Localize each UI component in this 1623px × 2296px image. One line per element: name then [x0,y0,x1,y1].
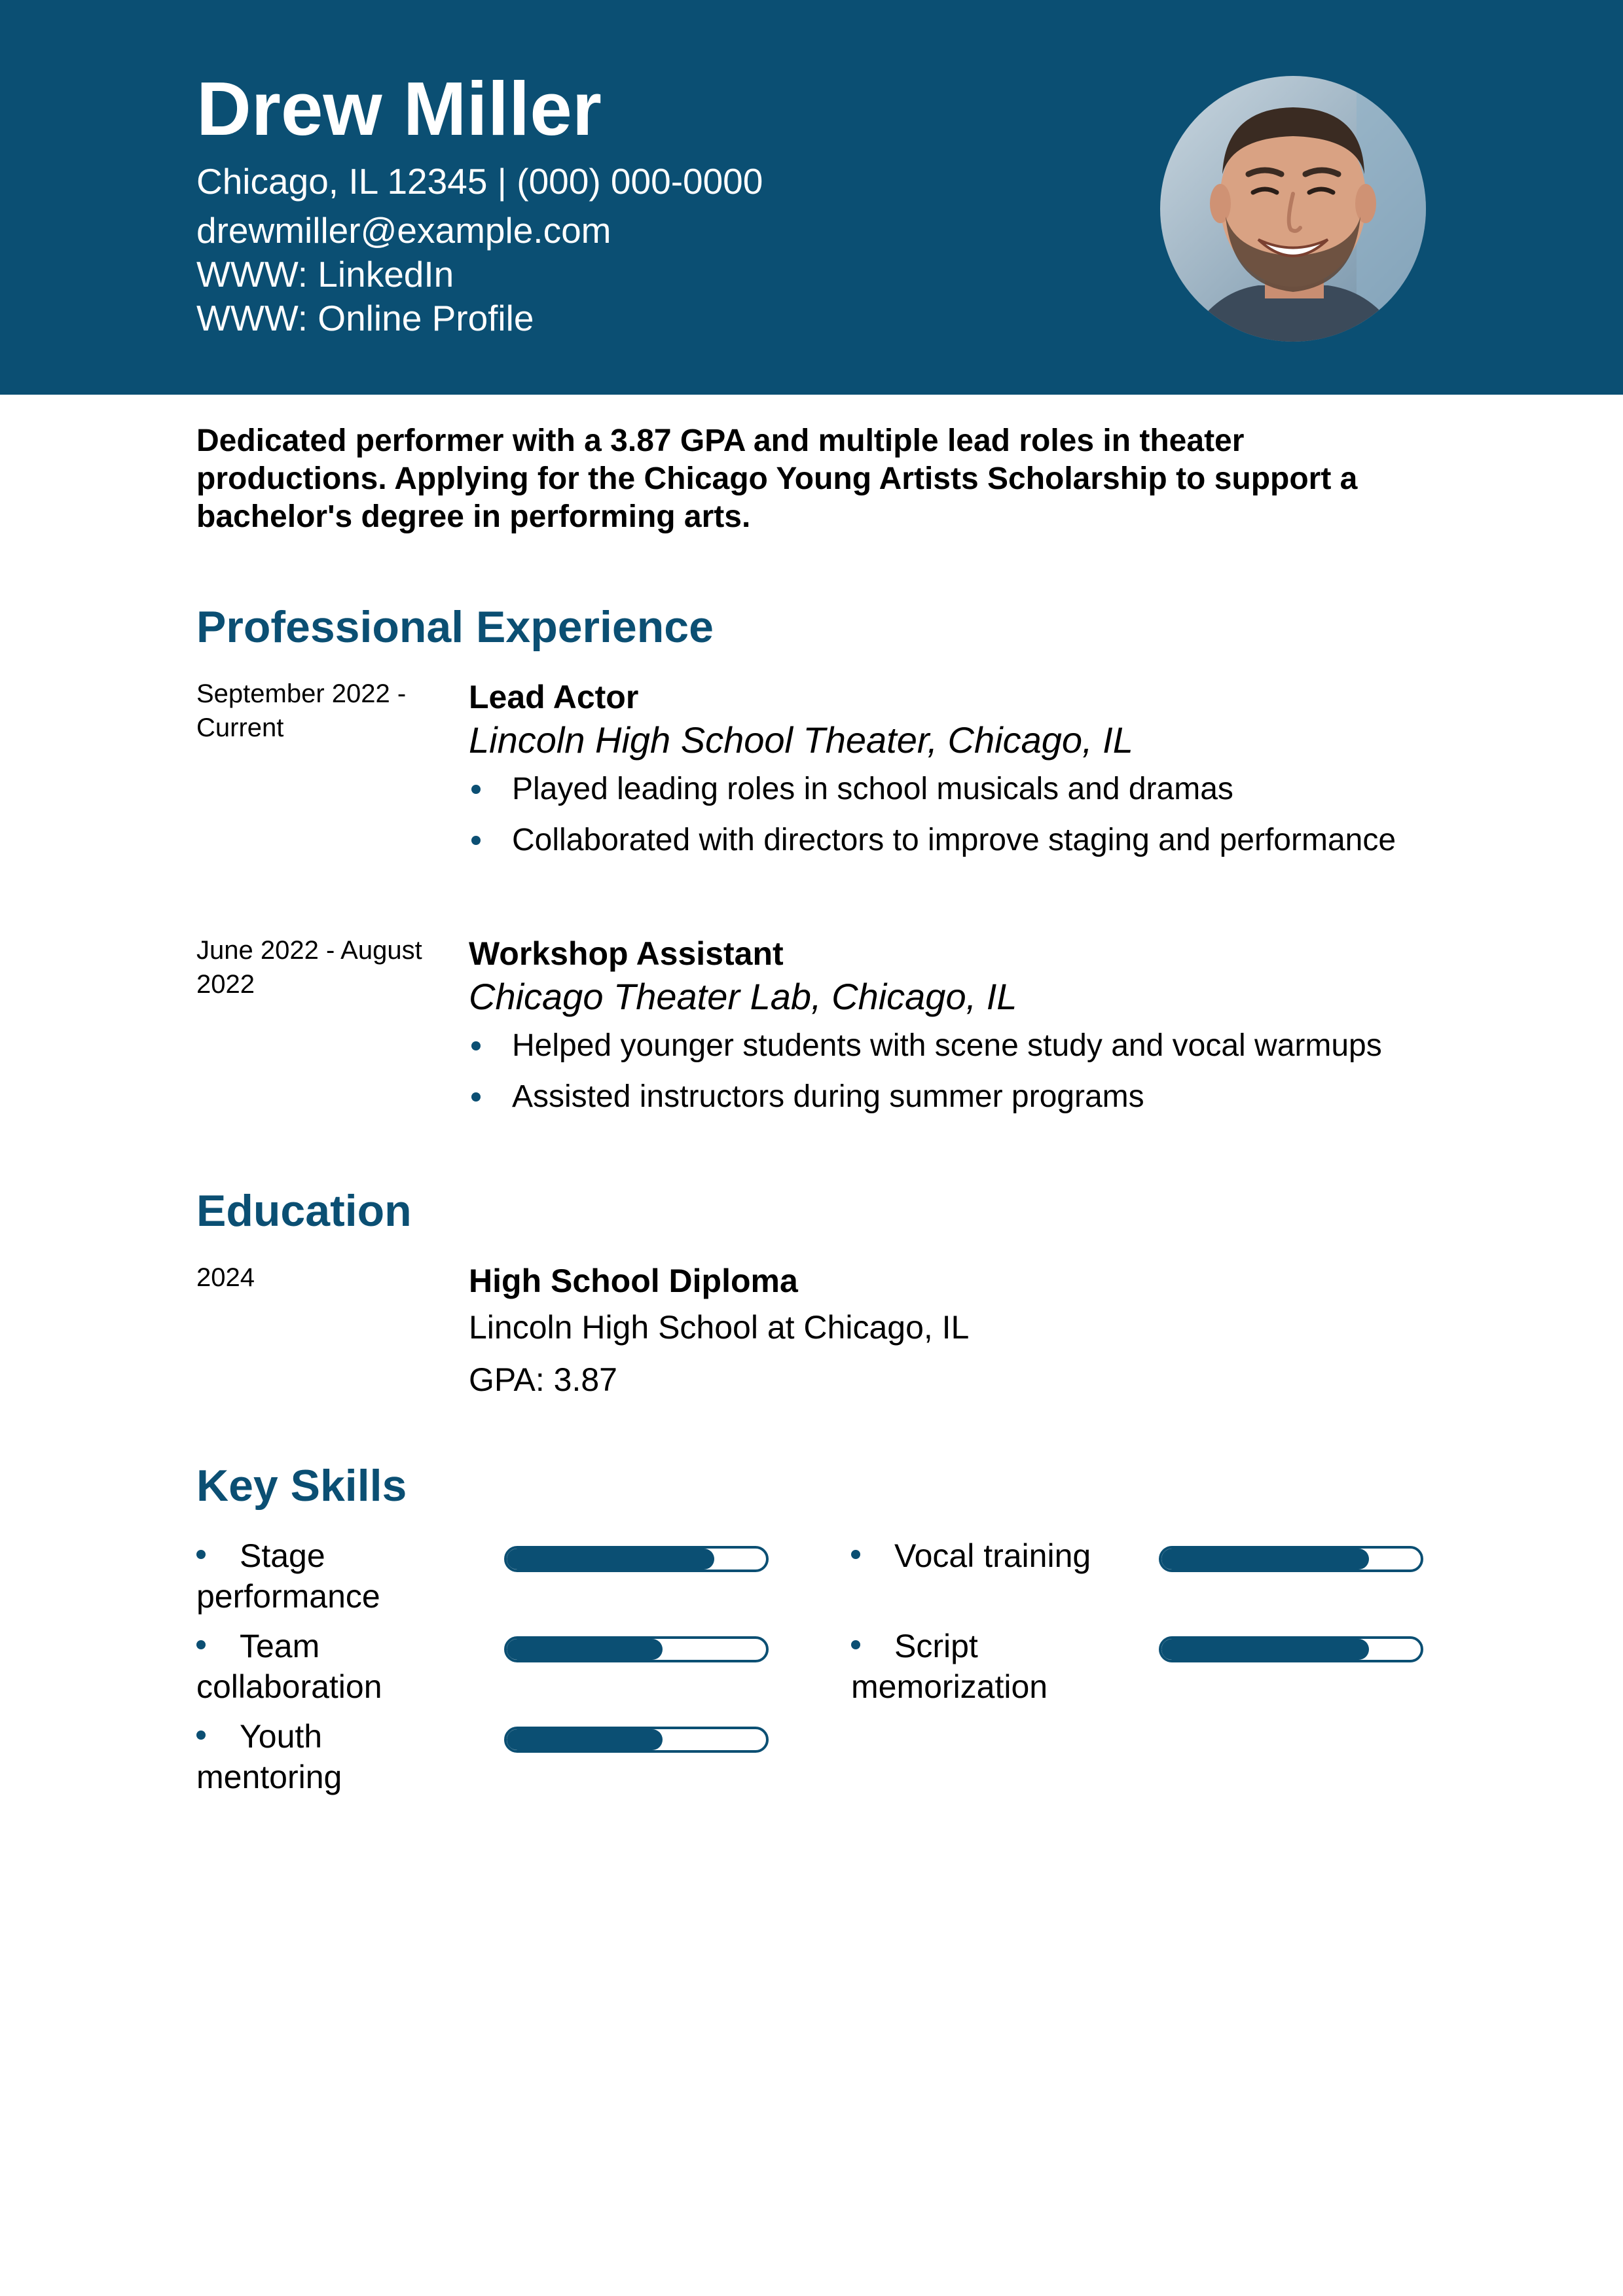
education-detail [469,1261,1425,1406]
job-title: Workshop Assistant [469,935,784,972]
job-bullets [469,1026,1425,1117]
school-name: Lincoln High School at Chicago, IL [469,1309,970,1346]
portrait-illustration [1160,76,1426,342]
summary-paragraph: Dedicated performer with a 3.87 GPA and multiple lead roles in theater productions. Applying for the Chicago Young Artists Scholarship to support a bachelor's degree in performing arts. [196,423,1358,534]
job-organization: Lincoln High School Theater, Chicago, IL [469,719,1133,761]
job-bullet: Played leading roles in school musicals and dramas [469,770,1425,809]
candidate-name: Drew Miller [196,66,602,151]
job-bullet: Assisted instructors during summer programs [469,1077,1425,1117]
skill-level-bar [504,1727,769,1753]
skill-label: Youth mentoring [196,1716,445,1797]
skill-level-bar [1159,1636,1423,1662]
skill-level-bar [504,1546,769,1572]
experience-heading: Professional Experience [196,602,714,652]
header-banner [0,0,1623,395]
job-organization: Chicago Theater Lab, Chicago, IL [469,976,1017,1017]
education-date: 2024 [196,1263,255,1292]
job-title: Lead Actor [469,679,639,715]
experience-detail [469,677,1425,872]
skill-label: Team collaboration [196,1626,445,1707]
education-heading: Education [196,1186,412,1236]
skill-level-bar [1159,1546,1423,1572]
linkedin-link[interactable]: WWW: LinkedIn [196,254,454,295]
skills-heading: Key Skills [196,1461,407,1511]
skill-level-fill [507,1549,714,1570]
email-address[interactable]: drewmiller@example.com [196,210,611,251]
profile-photo [1160,76,1426,342]
job-bullet: Helped younger students with scene study and vocal warmups [469,1026,1425,1066]
degree-title: High School Diploma [469,1263,798,1299]
skill-level-fill [507,1639,663,1660]
skill-level-fill [1161,1549,1369,1570]
skill-level-fill [507,1729,663,1750]
skill-label: Script memorization [851,1626,1100,1707]
location-phone: Chicago, IL 12345 | (000) 000-0000 [196,161,763,202]
experience-detail [469,933,1425,1128]
skill-level-bar [504,1636,769,1662]
job-bullets [469,770,1425,860]
job-bullet: Collaborated with directors to improve staging and performance [469,821,1425,860]
online-profile-link[interactable]: WWW: Online Profile [196,298,534,338]
gpa-value: GPA: 3.87 [469,1361,617,1398]
skill-label: Vocal training [851,1535,1100,1576]
experience-date: June 2022 - August 2022 [196,936,422,999]
skill-label: Stage performance [196,1535,445,1617]
skill-level-fill [1161,1639,1369,1660]
experience-date: September 2022 - Current [196,679,407,742]
